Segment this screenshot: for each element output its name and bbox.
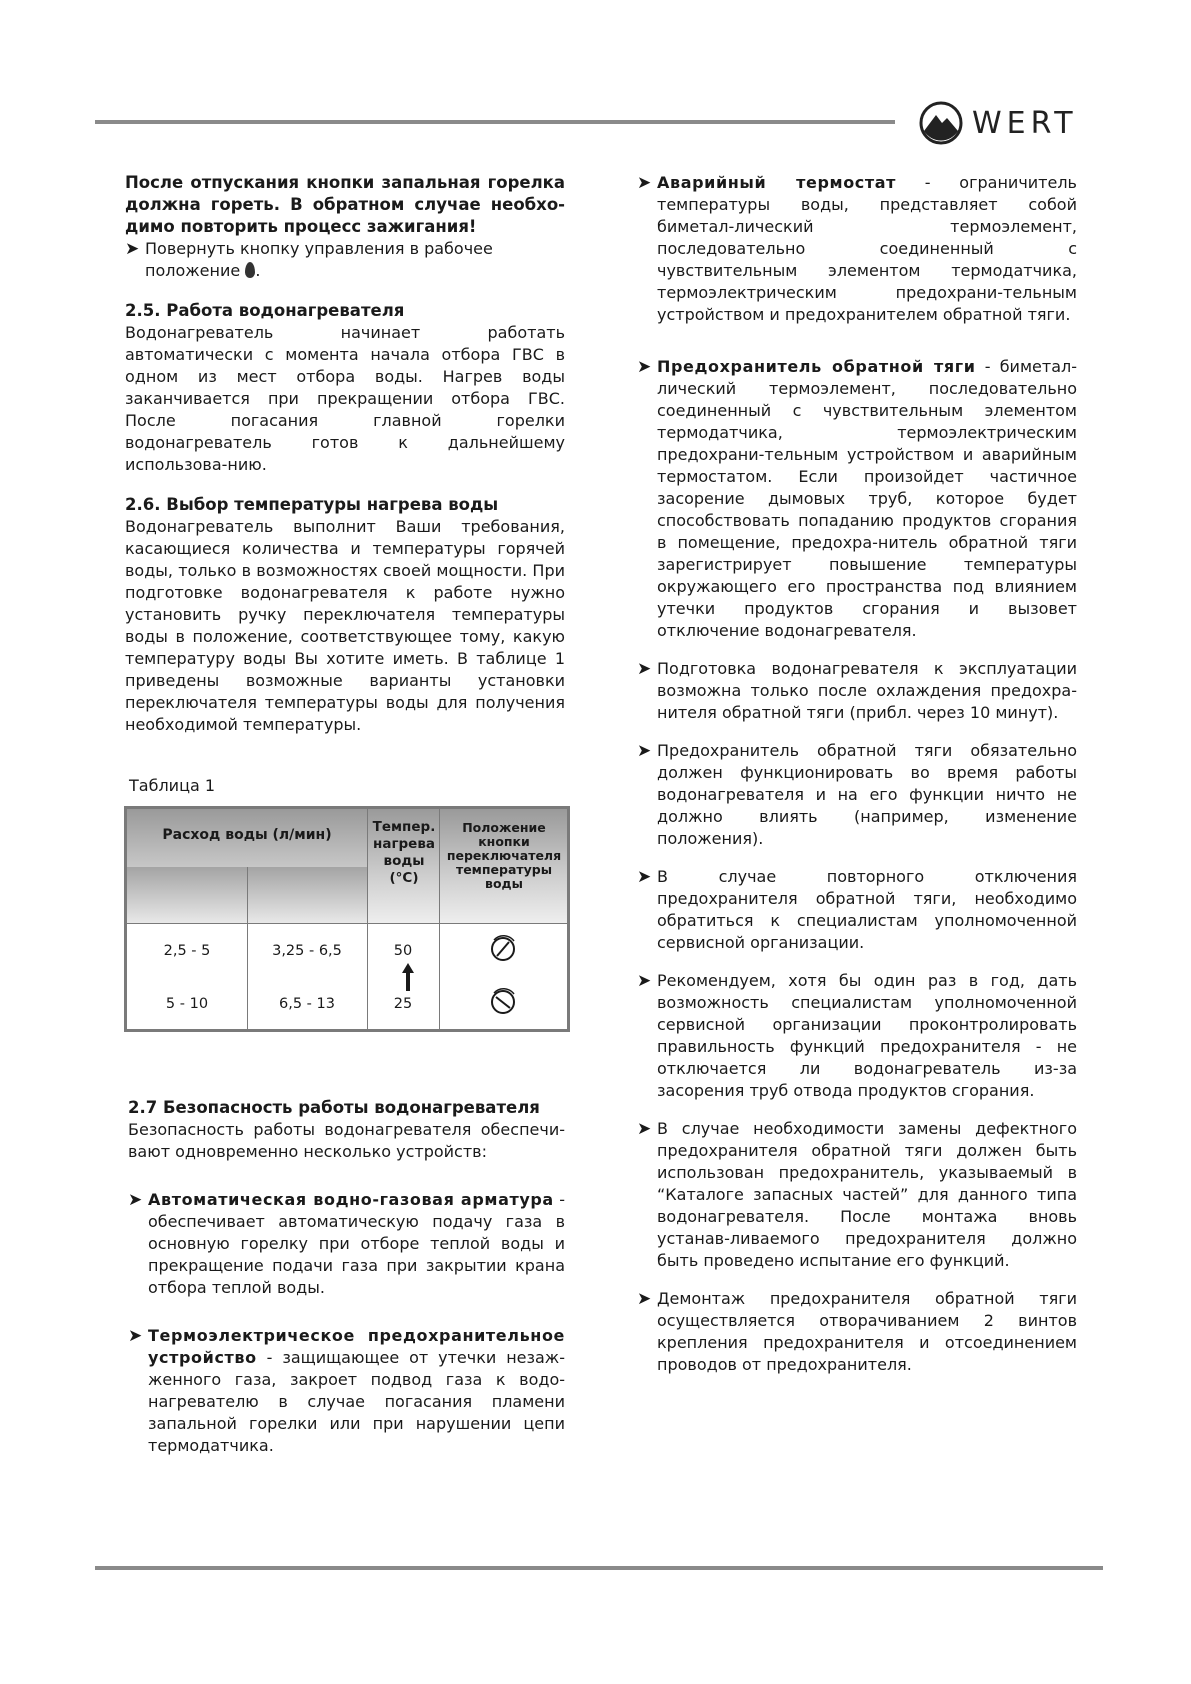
section-2-6: [125, 494, 565, 736]
temperature-table: [124, 806, 570, 1032]
temp-header: Темпер. нагрева воды (°С): [372, 819, 436, 886]
mountain-logo-icon: [918, 100, 964, 146]
flame-icon: [245, 262, 255, 278]
table-cell: 25: [393, 996, 413, 1012]
brand-name: WERT: [972, 105, 1078, 141]
instruction-bullet: [125, 238, 565, 282]
bullet-title: Аварийный термостат: [657, 173, 897, 192]
position-header: Положение кнопки переключателя температуры воды: [446, 820, 562, 891]
bullet-repeated-shutdown: [637, 866, 1077, 954]
table-cell: 50: [393, 943, 413, 959]
bullet-text: Подготовка водонагревателя к эксплуатации возможна только после охлаждения предохра-нителя обратной тяги (прибл. через 10 минут).: [657, 659, 1077, 722]
section-2-5-title: 2.5. Работа водонагревателя: [125, 301, 405, 320]
header-rule: [95, 120, 895, 124]
arrow-bullet-icon: ➤: [637, 659, 652, 679]
section-2-7: [128, 1097, 565, 1457]
bullet-text: В случае повторного отключения предохранителя обратной тяги, необходимо обратиться к специалистам уполномоченной сервисной организации.: [657, 867, 1077, 952]
instruction-text: Повернуть кнопку управления в рабочее положение: [145, 239, 493, 280]
flow-header: Расход воды (л/мин): [162, 827, 332, 843]
bullet-title: Автоматическая водно-газовая арматура: [148, 1190, 554, 1209]
bullet-draft-protector: [637, 356, 1077, 642]
bullet-dismantling: [637, 1288, 1077, 1376]
bullet-title: Предохранитель обратной тяги: [657, 357, 976, 376]
arrow-bullet-icon: ➤: [128, 1190, 143, 1210]
bullet-text: В случае необходимости замены дефектного предохранителя обратной тяги должен быть использован предохранитель, указываемый в “Каталоге запасных частей” для данного типа водонагревателя. После монтажа вновь устанав-ливаемого предохранителя должно быть проведено испытание его функций.: [657, 1119, 1077, 1270]
table-cell: 5 - 10: [165, 996, 209, 1012]
bullet-must-function: [637, 740, 1077, 850]
arrow-bullet-icon: ➤: [637, 741, 652, 761]
bullet-emergency-thermostat: [637, 172, 1077, 326]
bullet-thermoelectric-device: [128, 1325, 565, 1457]
wert-logo: [918, 96, 1104, 150]
section-2-5: [125, 300, 565, 476]
footer-rule: [95, 1566, 1103, 1570]
bullet-text: - ограничитель температуры воды, представляет собой биметал-лический термоэлемент, последовательно соединенный с чувствительным элементом термодатчика, термоэлектрическим предохрани-тельным устройством и предохранителем обратной тяги.: [657, 173, 1077, 324]
bullet-text: - защищающее от утечки незаж-женного газа, закроет подвод газа к водо-нагревателю в случае погасания пламени запальной горелки или при нарушении цепи термодатчика.: [148, 1348, 565, 1455]
bullet-gas-armature: [128, 1189, 565, 1299]
arrow-bullet-icon: ➤: [637, 1289, 652, 1309]
section-2-6-text: Водонагреватель выполнит Ваши требования, касающиеся количества и температуры горячей воды, только в возможностях своей мощности. При подготовке водонагревателя к работе нужно установить ручку переключателя температуры воды в положение, соответствующее тому, какую температуру воды Вы хотите иметь. В таблице 1 приведены возможные варианты установки переключателя температуры воды для получения необходимой температуры.: [125, 517, 565, 734]
bullet-replacement: [637, 1118, 1077, 1272]
arrow-bullet-icon: ➤: [637, 173, 652, 193]
bullet-text: - биметал-лический термоэлемент, последовательно соединенный с чувствительным элементом термодатчика, термоэлектрическим предохрани-тельным устройством и аварийным термостатом. Если произойдет частичное засорение дымовых труб, которое будет способствовать попаданию продуктов сгорания в помещение, предохра-нитель обратной тяги зарегистрирует повышение температуры окружающего его пространства под влиянием утечки продуктов сгорания и вызовет отключение водонагревателя.: [657, 357, 1077, 640]
table-cell: 3,25 - 6,5: [272, 943, 342, 959]
bullet-annual-check: [637, 970, 1077, 1102]
knob-position-warm-icon: [488, 986, 518, 1016]
ignition-note: После отпускания кнопки запальная горелка должна гореть. В обратном случае необхо-димо повторить процесс зажигания!: [125, 173, 565, 236]
instruction-end: .: [255, 261, 261, 280]
bullet-text: Предохранитель обратной тяги обязательно должен функционировать во время работы водонагревателя и на его функции ничто не должно влиять (например, изменение положения).: [657, 741, 1077, 848]
arrow-bullet-icon: ➤: [637, 971, 652, 991]
bullet-title: Термоэлектрическое предохранительное устройство: [148, 1326, 565, 1367]
arrow-bullet-icon: ➤: [637, 357, 652, 377]
left-column: [125, 172, 565, 736]
table-cell: 6,5 - 13: [279, 996, 335, 1012]
arrow-bullet-icon: ➤: [637, 867, 652, 887]
arrow-bullet-icon: ➤: [128, 1326, 143, 1346]
right-column: [637, 172, 1077, 1376]
bullet-preparation: [637, 658, 1077, 724]
table-caption: Таблица 1: [129, 776, 216, 795]
section-2-7-title: 2.7 Безопасность работы водонагревателя: [128, 1098, 540, 1117]
arrow-bullet-icon: ➤: [637, 1119, 652, 1139]
section-2-7-text: Безопасность работы водонагревателя обеспечи-вают одновременно несколько устройств:: [128, 1120, 565, 1161]
up-arrow-icon: [401, 961, 415, 993]
table-cell: 2,5 - 5: [163, 943, 211, 959]
arrow-bullet-icon: ➤: [125, 239, 140, 259]
section-2-6-title: 2.6. Выбор температуры нагрева воды: [125, 495, 499, 514]
bullet-text: Демонтаж предохранителя обратной тяги осуществляется отворачиванием 2 винтов крепления предохранителя и отсоединением проводов от предохранителя.: [657, 1289, 1077, 1374]
bullet-text: - обеспечивает автоматическую подачу газа в основную горелку при отборе теплой воды и прекращение подачи газа при закрытии крана отбора теплой воды.: [148, 1190, 566, 1297]
bullet-text: Рекомендуем, хотя бы один раз в год, дать возможность специалистам уполномоченной сервисной организации проконтролировать правильность функций предохранителя - не отключается ли водонагреватель из-за засорения труб отвода продуктов сгорания.: [657, 971, 1077, 1100]
knob-position-hot-icon: [488, 933, 518, 963]
section-2-5-text: Водонагреватель начинает работать автоматически с момента начала отбора ГВС в одном из мест отбора воды. Нагрев воды заканчивается при прекращении отбора ГВС. После погасания главной горелки водонагреватель готов к дальнейшему использова-нию.: [125, 323, 565, 474]
